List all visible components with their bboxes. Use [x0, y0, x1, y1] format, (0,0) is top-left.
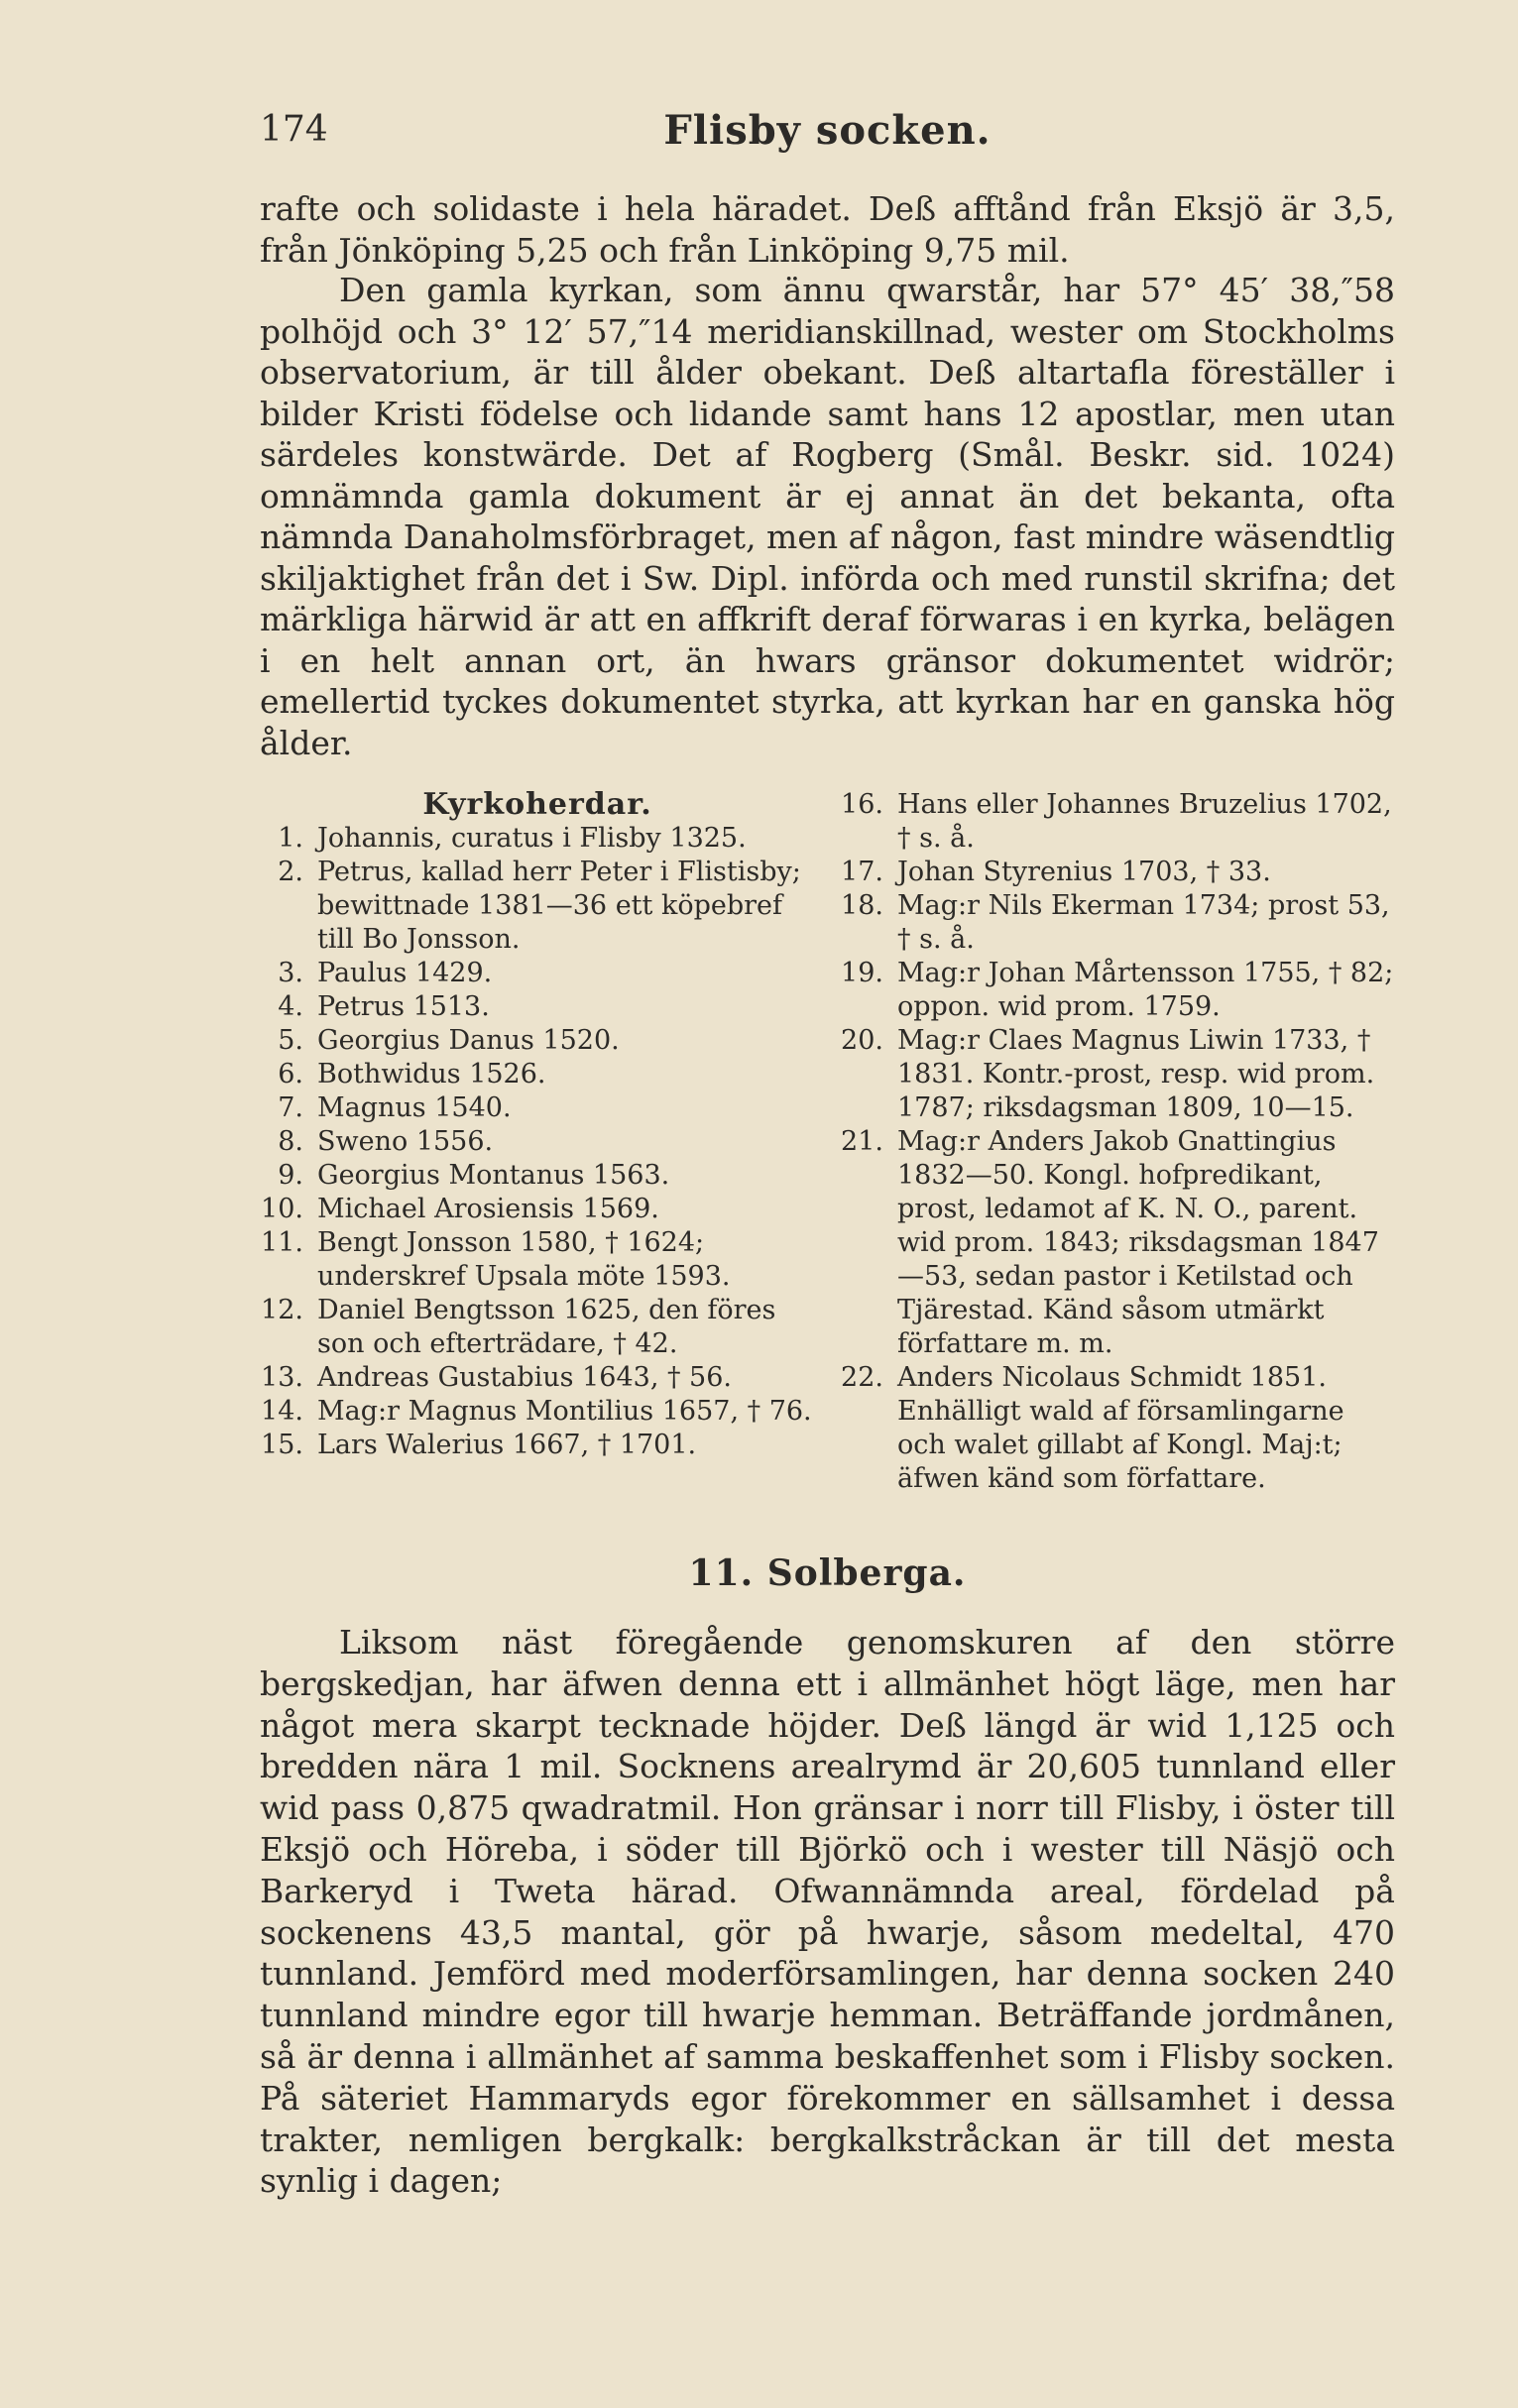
- item-number: 20.: [841, 1025, 883, 1056]
- item-number: 17.: [841, 857, 883, 887]
- item-text: Mag:r Claes Magnus Liwin 1733, † 1831. Kontr.-prost, resp. wid prom. 1787; riksdagsman 1809, 10—15.: [897, 1025, 1375, 1123]
- item-number: 13.: [261, 1362, 303, 1393]
- item-number: 6.: [278, 1059, 303, 1089]
- item-text: Paulus 1429.: [317, 958, 493, 988]
- clergy-list-item: [840, 1361, 1395, 1496]
- item-number: 3.: [278, 958, 303, 988]
- clergy-list-item: [260, 990, 815, 1024]
- item-text: Georgius Montanus 1563.: [317, 1160, 670, 1191]
- item-number: 12.: [261, 1295, 303, 1325]
- item-text: Michael Arosiensis 1569.: [317, 1194, 659, 1224]
- item-text: Anders Nicolaus Schmidt 1851. Enhälligt wald af församlingarne och walet gillabt af Kongl. Maj:t; äfwen känd som författare.: [897, 1362, 1344, 1494]
- clergy-list-item: [260, 1193, 815, 1226]
- item-number: 10.: [261, 1194, 303, 1224]
- clergy-list-item: [260, 1091, 815, 1125]
- item-text: Georgius Danus 1520.: [317, 1025, 620, 1056]
- item-text: Mag:r Magnus Montilius 1657, † 76.: [317, 1396, 812, 1427]
- paragraph-intro: [260, 188, 1395, 271]
- item-text: Sweno 1556.: [317, 1126, 494, 1157]
- item-text: Hans eller Johannes Bruzelius 1702, † s. å.: [897, 789, 1392, 854]
- clergy-list-heading: Kyrkoherdar.: [422, 787, 652, 822]
- clergy-list-item: [260, 1429, 815, 1462]
- clergy-list-item: [840, 856, 1395, 889]
- item-number: 21.: [841, 1126, 883, 1157]
- section-title: 11. Solberga.: [688, 1552, 967, 1594]
- item-text: Mag:r Nils Ekerman 1734; prost 53, † s. å.: [897, 890, 1390, 955]
- clergy-list-item: [260, 1294, 815, 1361]
- clergy-list-item: [840, 1125, 1395, 1361]
- item-text: Mag:r Johan Mårtensson 1755, † 82; oppon. wid prom. 1759.: [897, 958, 1394, 1022]
- item-number: 2.: [278, 857, 303, 887]
- item-number: 1.: [278, 823, 303, 854]
- item-number: 19.: [841, 958, 883, 988]
- clergy-list-right-column: [840, 788, 1395, 1496]
- running-head: Flisby socken.: [663, 107, 992, 154]
- item-text: Magnus 1540.: [317, 1092, 512, 1123]
- paragraph-solberga: [260, 1622, 1395, 2202]
- page-header: [260, 109, 1395, 169]
- item-number: 14.: [261, 1396, 303, 1427]
- clergy-list-item: [260, 822, 815, 856]
- clergy-list-item: [840, 957, 1395, 1024]
- item-number: 7.: [278, 1092, 303, 1123]
- clergy-list-item: [260, 957, 815, 990]
- clergy-list-item: [840, 1024, 1395, 1125]
- item-number: 5.: [278, 1025, 303, 1056]
- item-text: Daniel Bengtsson 1625, den föres son och efterträdare, † 42.: [317, 1295, 776, 1359]
- page-number: 174: [260, 109, 328, 150]
- item-number: 11.: [261, 1227, 303, 1258]
- item-number: 15.: [261, 1430, 303, 1460]
- clergy-list-item: [260, 1361, 815, 1395]
- item-number: 8.: [278, 1126, 303, 1157]
- clergy-list-columns: [260, 788, 1395, 1496]
- item-text: Lars Walerius 1667, † 1701.: [317, 1430, 697, 1460]
- clergy-list-item: [840, 889, 1395, 957]
- item-text: Petrus 1513.: [317, 991, 490, 1022]
- item-number: 18.: [841, 890, 883, 921]
- clergy-list-item: [260, 1058, 815, 1091]
- clergy-list-right: [840, 788, 1395, 1496]
- item-text: Bothwidus 1526.: [317, 1059, 546, 1089]
- item-number: 4.: [278, 991, 303, 1022]
- paragraph-text: Liksom näst föregående genomskuren af den större bergskedjan, har äfwen denna ett i allmänhet högt läge, men har något mera skarpt tecknade höjder. Deß längd är wid 1,125 och bredden nära 1 mil. Socknens arealrymd är 20,605 tunnland eller wid pass 0,875 qwadratmil. Hon gränsar i norr till Flisby, i öster till Eksjö och Höreba, i söder till Björkö och i wester till Näsjö och Barkeryd i Tweta härad. Ofwannämnda areal, fördelad på sockenens 43,5 mantal, gör på hwarje, såsom medeltal, 470 tunnland. Jemförd med moderförsamlingen, har denna socken 240 tunnland mindre egor till hwarje hemman. Beträffande jordmånen, så är denna i allmänhet af samma beskaffenhet som i Flisby socken. På säteriet Hammaryds egor förekommer en sällsamhet i dessa trakter, nemligen bergkalk: bergkalkstråckan är till det mesta synlig i dagen;: [260, 1623, 1395, 2201]
- clergy-list-item: [260, 1024, 815, 1058]
- item-number: 16.: [841, 789, 883, 820]
- clergy-list-item: [260, 1226, 815, 1294]
- item-text: Andreas Gustabius 1643, † 56.: [317, 1362, 732, 1393]
- paragraph-text: rafte och solidaste i hela häradet. Deß afftånd från Eksjö är 3,5, från Jönköping 5,25 och från Linköping 9,75 mil.: [260, 189, 1395, 270]
- clergy-list-item: [260, 1159, 815, 1193]
- item-number: 9.: [278, 1160, 303, 1191]
- clergy-list-item: [260, 1395, 815, 1429]
- clergy-list-item: [840, 788, 1395, 856]
- paragraph-text: Den gamla kyrkan, som ännu qwarstår, har 57° 45′ 38,″58 polhöjd och 3° 12′ 57,″14 meridianskillnad, wester om Stockholms observatorium, är till ålder obekant. Deß altartafla föreställer i bilder Kristi födelse och lidande samt hans 12 apostlar, men utan särdeles konstwärde. Det af Rogberg (Smål. Beskr. sid. 1024) omnämnda gamla dokument är ej annat än det bekanta, ofta nämnda Danaholmsförbraget, men af någon, fast mindre wäsendtlig skiljaktighet från det i Sw. Dipl. införda och med runstil skrifna; det märkliga härwid är att en affkrift deraf förwaras i en kyrka, belägen i en helt annan ort, än hwars gränsor dokumentet widrör; emellertid tyckes dokumentet styrka, att kyrkan har en ganska hög ålder.: [260, 271, 1395, 762]
- item-text: Johan Styrenius 1703, † 33.: [897, 857, 1271, 887]
- item-text: Petrus, kallad herr Peter i Flistisby; bewittnade 1381—36 ett köpebref till Bo Jonsson.: [317, 857, 801, 955]
- paragraph-old-church: [260, 270, 1395, 763]
- clergy-list-left-column: [260, 788, 815, 1496]
- clergy-list-item: [260, 1125, 815, 1159]
- clergy-list-left: [260, 822, 815, 1462]
- item-text: Mag:r Anders Jakob Gnattingius 1832—50. Kongl. hofpredikant, prost, ledamot af K. N. O., parent. wid prom. 1843; riksdagsman 1847—53, sedan pastor i Ketilstad och Tjärestad. Känd såsom utmärkt författare m. m.: [897, 1126, 1379, 1359]
- item-text: Bengt Jonsson 1580, † 1624; underskref Upsala möte 1593.: [317, 1227, 731, 1292]
- clergy-list-item: [260, 856, 815, 957]
- item-number: 22.: [841, 1362, 883, 1393]
- item-text: Johannis, curatus i Flisby 1325.: [317, 823, 747, 854]
